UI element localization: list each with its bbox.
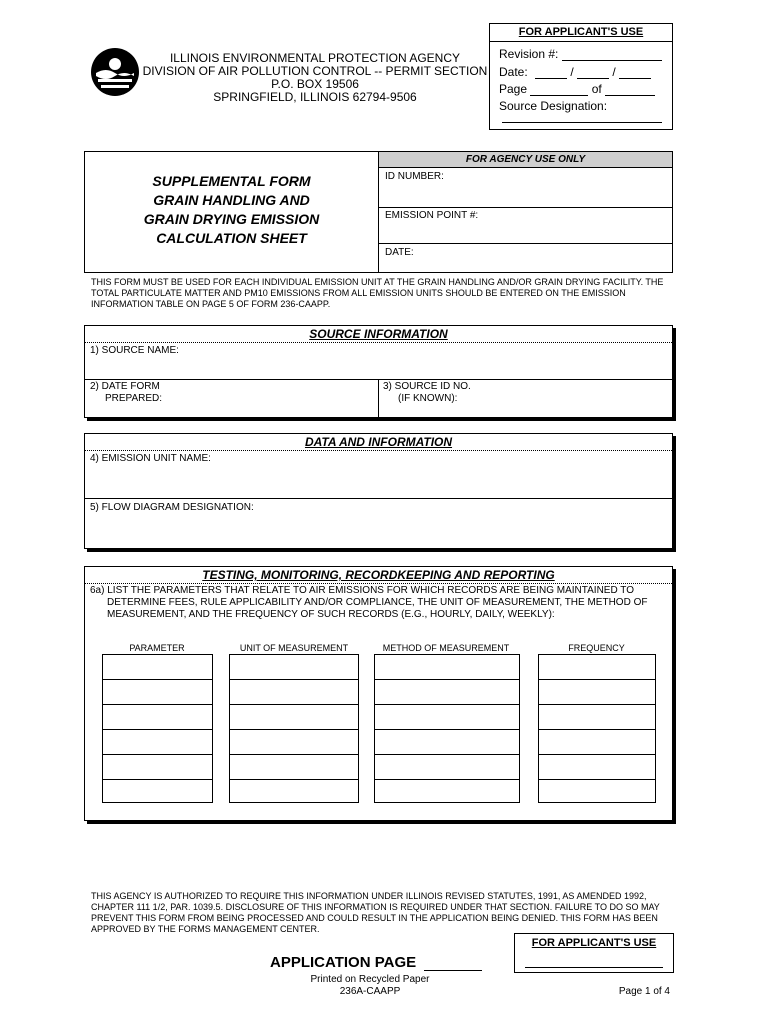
emission-point-label: EMISSION POINT #: — [385, 210, 479, 221]
source-id-label — [383, 381, 471, 405]
question-6a — [90, 585, 670, 621]
agency-header — [140, 52, 490, 104]
application-page-label: APPLICATION PAGE — [270, 954, 417, 971]
footer-applicant-title: FOR APPLICANT'S USE — [531, 937, 657, 949]
form-number: 236A-CAAPP — [339, 986, 401, 997]
date-year-field[interactable] — [619, 67, 651, 79]
legal-notice: THIS AGENCY IS AUTHORIZED TO REQUIRE THIS INFORMATION UNDER ILLINOIS REVISED STATUTES, 1991, AS AMENDED 1992, CHAPTER 111 1/2, PAR. 1039.5. DISCLOSURE OF THIS INFORMATION IS REQUIRED UNDER THAT SECTION. FAILURE TO DO SO MAY PREVENT THIS FORM FROM BEING PROCESSED AND COULD RESULT IN THE APPLICATION BEING DENIED. THIS FORM HAS BEEN APPROVED BY THE FORMS MANAGEMENT CENTER. — [91, 891, 660, 934]
page-total-field[interactable] — [605, 84, 655, 96]
recycled-paper-note: Printed on Recycled Paper — [310, 974, 430, 985]
date-label: Date: — [499, 65, 528, 79]
emission-unit-field[interactable] — [85, 451, 672, 498]
question-6a-line: 6a) LIST THE PARAMETERS THAT RELATE TO AIR EMISSIONS FOR WHICH RECORDS ARE BEING MAINTAINED TO — [90, 585, 634, 596]
agency-date-label: DATE: — [385, 247, 414, 258]
revision-field[interactable] — [562, 49, 662, 61]
revision-row — [499, 47, 662, 61]
footer-applicant-field[interactable] — [525, 967, 663, 968]
date-row — [499, 65, 651, 79]
source-designation-field[interactable] — [502, 122, 662, 123]
footer-applicant-box — [514, 933, 674, 973]
unit-column — [229, 654, 359, 803]
applicant-use-box — [489, 23, 673, 130]
date-month-field[interactable] — [535, 67, 567, 79]
data-info-title: DATA AND INFORMATION — [304, 435, 453, 449]
agency-pobox: P.O. BOX 19506 — [271, 77, 359, 91]
page-number-field[interactable] — [530, 84, 588, 96]
source-name-label: 1) SOURCE NAME: — [90, 345, 179, 356]
date-prepared-line: PREPARED: — [105, 393, 163, 404]
iepa-logo — [90, 47, 140, 97]
data-info-section — [84, 433, 673, 549]
date-day-field[interactable] — [577, 67, 609, 79]
agency-use-title: FOR AGENCY USE ONLY — [465, 154, 586, 165]
id-number-label: ID NUMBER: — [385, 171, 444, 182]
question-6a-line: DETERMINE FEES, RULE APPLICABILITY AND/OR COMPLIANCE, THE UNIT OF MEASUREMENT, THE METHOD OF — [107, 597, 648, 608]
testing-title: TESTING, MONITORING, RECORDKEEPING AND REPORTING — [202, 568, 555, 582]
source-id-line: 3) SOURCE ID NO. — [383, 381, 471, 392]
form-title-line: SUPPLEMENTAL FORM — [152, 173, 311, 189]
question-6a-line: MEASUREMENT, AND THE FREQUENCY OF SUCH RECORDS (E.G., HOURLY, DAILY, WEEKLY): — [107, 609, 555, 620]
applicant-use-title: FOR APPLICANT'S USE — [518, 26, 644, 38]
flow-diagram-label: 5) FLOW DIAGRAM DESIGNATION: — [90, 502, 254, 513]
emission-unit-label: 4) EMISSION UNIT NAME: — [90, 453, 211, 464]
date-slash: / — [570, 65, 574, 79]
agency-division: DIVISION OF AIR POLLUTION CONTROL -- PERMIT SECTION — [142, 64, 488, 78]
agency-use-header — [379, 152, 672, 168]
revision-label: Revision #: — [499, 47, 559, 61]
form-title-line: GRAIN HANDLING AND — [153, 192, 310, 208]
page-row — [499, 82, 655, 96]
frequency-column — [538, 654, 656, 803]
application-page — [270, 954, 482, 971]
date-prepared-line: 2) DATE FORM — [90, 381, 160, 392]
agency-city: SPRINGFIELD, ILLINOIS 62794-9506 — [213, 90, 417, 104]
footer-center — [270, 974, 470, 998]
source-info-title: SOURCE INFORMATION — [309, 327, 448, 341]
source-name-field[interactable] — [85, 343, 672, 379]
form-instructions: THIS FORM MUST BE USED FOR EACH INDIVIDUAL EMISSION UNIT AT THE GRAIN HANDLING AND/OR GRAIN DRYING FACILITY. THE TOTAL PARTICULATE MATTER AND PM10 EMISSIONS FROM ALL EMISSION UNITS SHOULD BE ENTERED ON THE EMISSION INFORMATION TABLE ON PAGE 5 OF FORM 236-CAAPP. — [91, 277, 664, 309]
page-number: Page 1 of 4 — [618, 986, 670, 997]
parameter-column — [102, 654, 213, 803]
page-of-label: of — [591, 82, 602, 96]
agency-name: ILLINOIS ENVIRONMENTAL PROTECTION AGENCY — [169, 51, 461, 65]
source-designation-label: Source Designation: — [499, 99, 608, 113]
date-prepared-label — [90, 381, 162, 405]
form-title-box — [84, 151, 673, 273]
source-id-line: (IF KNOWN): — [398, 393, 458, 404]
testing-section — [84, 566, 673, 821]
method-column — [374, 654, 520, 803]
application-page-field[interactable] — [424, 956, 482, 971]
form-title-line: GRAIN DRYING EMISSION — [143, 211, 320, 227]
col-method-of-measurement: METHOD OF MEASUREMENT — [382, 643, 510, 653]
col-frequency: FREQUENCY — [568, 643, 625, 653]
flow-diagram-field[interactable] — [85, 499, 672, 548]
form-title-line: CALCULATION SHEET — [156, 230, 307, 246]
form-title — [85, 172, 378, 248]
date-slash: / — [612, 65, 616, 79]
page-label: Page — [499, 82, 528, 96]
source-info-section — [84, 325, 673, 418]
col-unit-of-measurement: UNIT OF MEASUREMENT — [239, 643, 349, 653]
col-parameter: PARAMETER — [129, 643, 185, 653]
